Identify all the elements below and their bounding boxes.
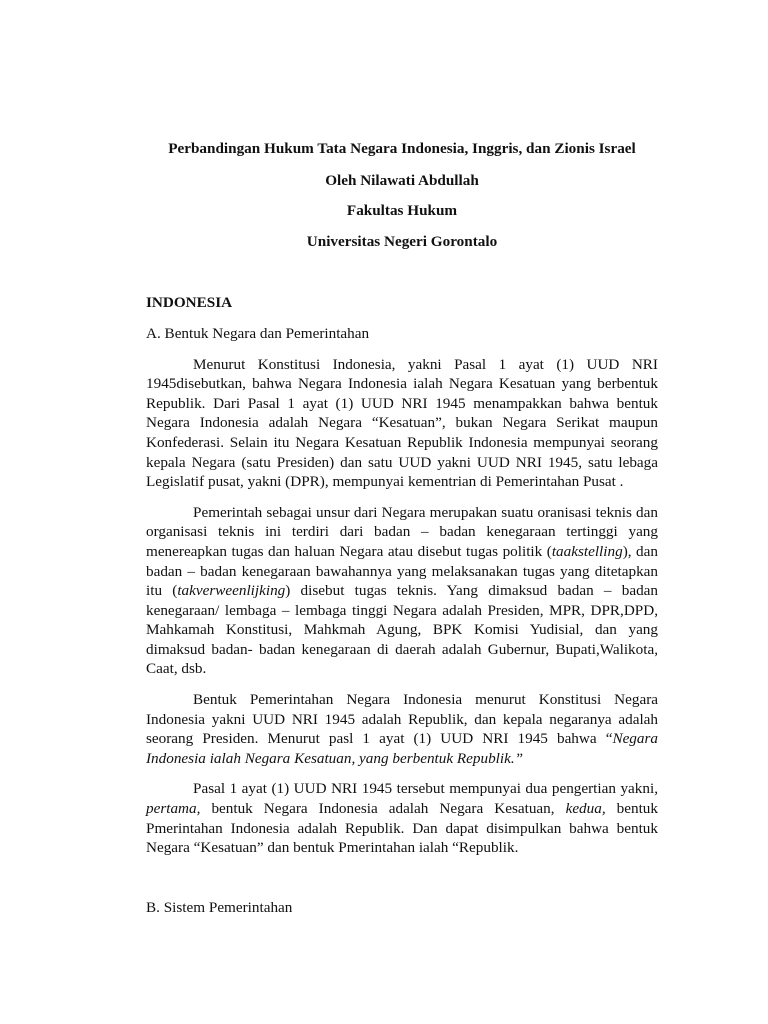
paragraph-2-text-a: Pemerintah sebagai unsur dari Negara merupakan suatu oranisasi teknis dan organisasi teknis ini terdiri dari badan – badan kenegaraan tertinggi yang menereapkan tugas dan haluan Negara atau disebut tugas politik (: [146, 503, 658, 560]
document-title: Perbandingan Hukum Tata Negara Indonesia, Inggris, dan Zionis Israel: [168, 140, 636, 157]
paragraph-2-text-c: ) disebut tugas teknis. Yang dimaksud badan – badan kenegaraan/ lembaga – lembaga tinggi Negara adalah Presiden, MPR, DPR,DPD, Mahkamah Konstitusi, Mahkmah Agung, BPK Komisi Yudisial, dan yang dimaksud badan- badan kenegaraan di daerah adalah Gubernur, Bupati,Walikota, Caat, dsb.: [146, 582, 659, 678]
paragraph-2-italic-1: taakstelling: [551, 542, 623, 560]
section-heading: INDONESIA: [146, 294, 233, 312]
paragraph-4-text-b: bentuk Negara Indonesia adalah Negara Kesatuan,: [200, 800, 566, 818]
paragraph-1: Menurut Konstitusi Indonesia, yakni Pasal 1 ayat (1) UUD NRI 1945disebutkan, bahwa Negara Indonesia ialah Negara Kesatuan yang berbentuk Republik. Dari Pasal 1 ayat (1) UUD NRI 1945 menampakkan bahwa bentuk Negara Indonesia adalah Negara “Kesatuan”, bukan Negara Serikat maupun Konfederasi. Selain itu Negara Kesatuan Republik Indonesia mempunyai seorang kepala Negara (satu Presiden) dan satu UUD yakni UUD NRI 1945, satu lebaga Legislatif pusat, yakni (DPR), mempunyai kementrian di Pemerintahan Pusat .: [146, 355, 658, 491]
author-line: Oleh Nilawati Abdullah: [325, 171, 479, 189]
university-line: Universitas Negeri Gorontalo: [306, 232, 498, 250]
document-body: [146, 139, 658, 917]
paragraph-2-italic-2: takverweenlijking: [177, 582, 286, 600]
paragraph-4-italic-2: kedua,: [565, 800, 606, 818]
paragraph-3: [146, 690, 658, 768]
paragraph-2: [146, 503, 658, 679]
paragraph-3-italic-quote: Negara Indonesia ialah Negara Kesatuan, yang berbentuk Republik.”: [146, 730, 658, 767]
paragraph-4-italic-1: pertama,: [146, 800, 201, 818]
paragraph-3-text-a: Bentuk Pemerintahan Negara Indonesia menurut Konstitusi Negara Indonesia yakni UUD NRI 1945 adalah Republik, dan kepala negaranya adalah seorang Presiden. Menurut pasl 1 ayat (1) UUD NRI 1945 bahwa “: [146, 691, 658, 748]
paragraph-2-text-b: ), dan badan – badan kenegaraan bawahannya yang melaksanakan tugas yang ditetapkan itu (: [146, 542, 658, 600]
faculty-line: Fakultas Hukum: [346, 202, 458, 220]
paragraph-4: [146, 779, 658, 857]
paragraph-4-text-c: bentuk Pmerintahan Indonesia adalah Republik. Dan dapat disimpulkan bahwa bentuk Negara “Kesatuan” dan bentuk Pmerintahan ialah “Republik.: [146, 800, 658, 857]
subheading-b: B. Sistem Pemerintahan: [146, 898, 293, 916]
paragraph-4-text-a: Pasal 1 ayat (1) UUD NRI 1945 tersebut mempunyai dua pengertian yakni,: [193, 780, 658, 798]
subheading-a: A. Bentuk Negara dan Pemerintahan: [146, 324, 370, 342]
